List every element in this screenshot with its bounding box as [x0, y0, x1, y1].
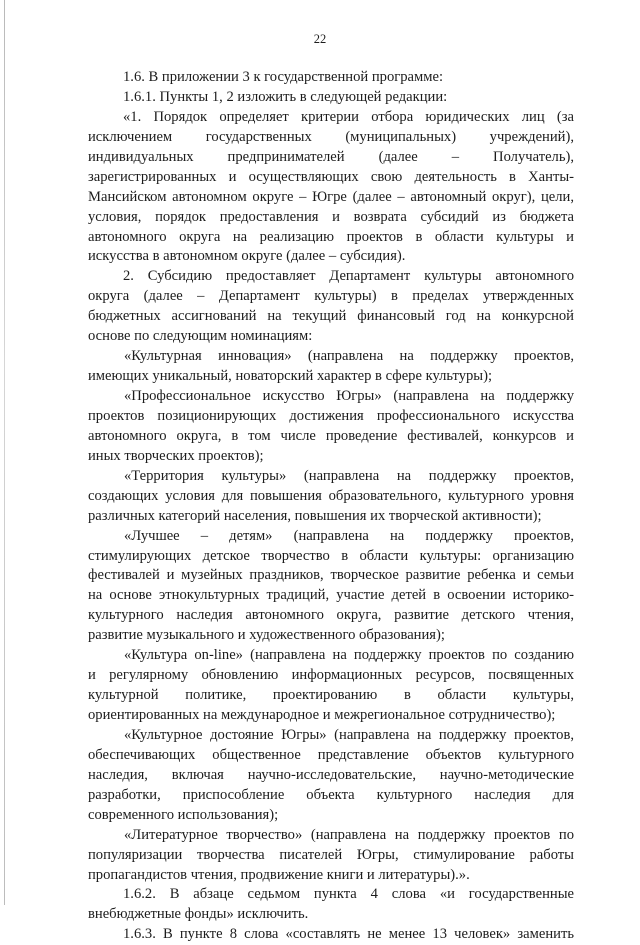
text-line: 2. Субсидию предоставляет Департамент культуры автономного — [123, 268, 574, 285]
text-line: бюджетных ассигнований на текущий финансовый год на конкурсной — [88, 308, 574, 325]
text-line: искусства в автономном округе (далее – субсидия). — [88, 248, 406, 265]
text-line: имеющих уникальный, новаторский характер в сфере культуры); — [88, 368, 493, 385]
text-line: иных творческих проектов); — [88, 447, 264, 464]
text-line: исключением государственных (муниципальных) учреждений), — [88, 128, 574, 145]
text-line: зарегистрированных и осуществляющих свою деятельность в Ханты- — [88, 168, 574, 185]
text-line: культурного наследия автономного округа, развитие детского чтения, — [88, 607, 574, 624]
text-line: и регулярному обновлению информационных ресурсов, посвященных — [88, 667, 574, 684]
text-line: внебюджетные фонды» исключить. — [88, 906, 309, 923]
text-line: условия, порядок предоставления и возврата субсидий из бюджета — [88, 208, 574, 225]
text-line: 1.6.3. В пункте 8 слова «составлять не менее 13 человек» заменить — [123, 926, 574, 943]
text-line: проектов позиционирующих достижения профессионального искусства — [88, 407, 574, 424]
text-line: развитие музыкального и художественного образования); — [88, 627, 445, 644]
text-line: «Литературное творчество» (направлена на поддержку проектов по — [124, 826, 574, 843]
text-line: популяризации творчества писателей Югры, стимулирование работы — [88, 846, 574, 863]
text-line: основе по следующим номинациям: — [88, 328, 313, 345]
text-line: «Территория культуры» (направлена на поддержку проектов, — [124, 467, 574, 484]
text-line: «Культурная инновация» (направлена на поддержку проектов, — [124, 348, 574, 365]
text-line: на основе этнокультурных традиций, участие детей в освоении историко- — [88, 587, 574, 604]
page-number: 22 — [313, 32, 327, 46]
text-line: фестивалей и музейных праздников, творческое развитие ребенка и семьи — [88, 567, 574, 584]
text-line: «Лучшее – детям» (направлена на поддержку проектов, — [124, 527, 574, 544]
text-line: стимулирующих детское творчество в области культуры: организацию — [88, 547, 574, 564]
text-line: разработки, приспособление объекта культурного наследия для — [88, 786, 574, 803]
document-body — [88, 68, 574, 945]
text-line: округа (далее – Департамент культуры) в пределах утвержденных — [88, 288, 574, 305]
text-line: культурной политике, проектированию в области культуры, — [88, 687, 574, 704]
text-line: автономного округа, в том числе проведение фестивалей, конкурсов и — [88, 427, 574, 444]
text-line: создающих условия для повышения образовательного, культурного уровня — [88, 487, 574, 504]
text-line: наследия, включая научно-исследовательские, научно-методические — [88, 766, 574, 783]
text-line: автономного округа на реализацию проектов в области культуры и — [88, 228, 574, 245]
text-line: ориентированных на международное и межрегиональное сотрудничество); — [88, 707, 556, 723]
text-line: 1.6.1. Пункты 1, 2 изложить в следующей редакции: — [123, 88, 448, 105]
page-edge-shadow — [4, 0, 5, 905]
text-line: пропагандистов чтения, продвижение книги и литературы).». — [88, 866, 470, 883]
text-line: Мансийском автономном округе – Югре (далее – автономный округ), цели, — [88, 188, 574, 205]
text-line: «Культура on-line» (направлена на поддержку проектов по созданию — [124, 647, 574, 664]
text-line: 1.6.2. В абзаце седьмом пункта 4 слова «и государственные — [123, 886, 574, 903]
text-line: «Профессиональное искусство Югры» (направлена на поддержку — [124, 388, 574, 404]
text-line: современного использования); — [88, 806, 279, 823]
text-line: индивидуальных предпринимателей (далее – Получатель), — [88, 148, 574, 165]
text-line: различных категорий населения, повышения их творческой активности); — [88, 507, 542, 524]
text-line: «1. Порядок определяет критерии отбора юридических лиц (за — [123, 108, 574, 125]
text-line: 1.6. В приложении 3 к государственной программе: — [123, 69, 444, 85]
text-line: «Культурное достояние Югры» (направлена на поддержку проектов, — [124, 726, 574, 743]
text-line: обеспечивающих общественное представление объектов культурного — [88, 746, 574, 763]
